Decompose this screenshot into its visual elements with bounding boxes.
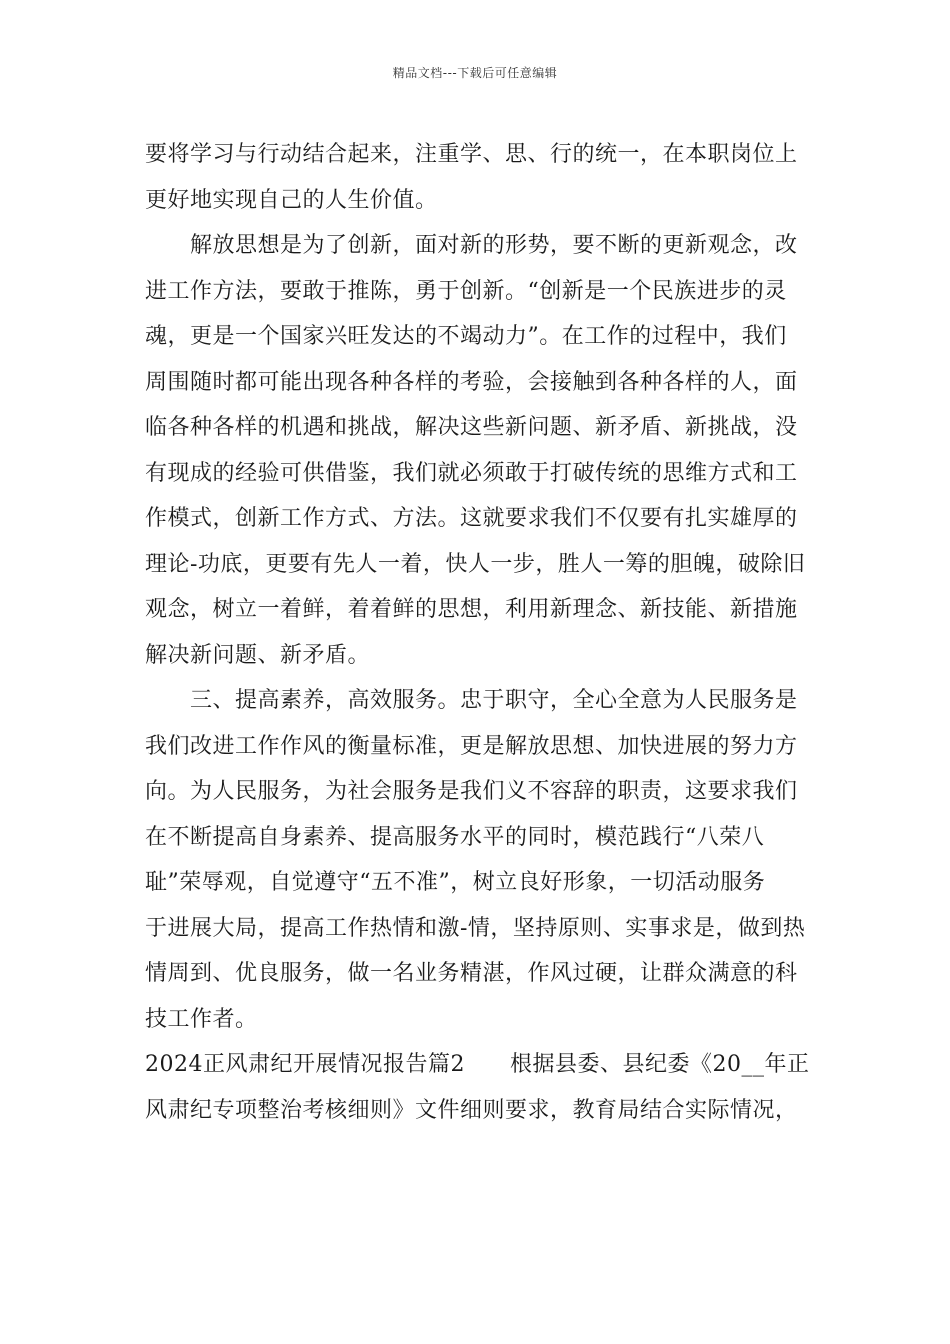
text-line: 作模式，创新工作方式、方法。这就要求我们不仅要有扎实雄厚的 [145,506,798,531]
text-line: 技工作者。 [145,1006,258,1032]
text-line: 更好地实现自己的人生价值。 [145,187,438,213]
text-line: 我们改进工作作风的衡量标准，更是解放思想、加快进展的努力方 [145,733,798,759]
text-line: 三、提高素养，高效服务。忠于职守，全心全意为人民服务是 [190,688,798,713]
text-line: 2024正风肃纪开展情况报告篇2 根据县委、县纪委《20__年正 [145,1052,810,1077]
text-line: 魂，更是一个国家兴旺发达的不竭动力”。在工作的过程中，我们 [145,324,787,349]
text-line: 观念，树立一着鲜，着着鲜的思想，利用新理念、新技能、新措施 [145,597,798,622]
page-header: 精品文档---下载后可任意编辑 [392,66,558,80]
document-body [145,132,810,1133]
text-line: 风肃纪专项整治考核细则》文件细则要求，教育局结合实际情况， [145,1097,798,1123]
text-line: 临各种各样的机遇和挑战，解决这些新问题、新矛盾、新挑战，没 [145,415,798,440]
text-line: 有现成的经验可供借鉴，我们就必须敢于打破传统的思维方式和工 [145,460,798,486]
paragraph [145,678,807,1042]
text-line: 解决新问题、新矛盾。 [145,642,371,668]
text-line: 向。为人民服务，为社会服务是我们义不容辞的职责，这要求我们 [145,779,798,804]
text-line: 周围随时都可能出现各种各样的考验，会接触到各种各样的人，面 [145,369,798,395]
text-line: 于进展大局，提高工作热情和激-情，坚持原则、实事求是，做到热 [145,915,806,941]
text-line: 解放思想是为了创新，面对新的形势，要不断的更新观念，改 [190,233,798,258]
text-line: 理论-功底，更要有先人一着，快人一步，胜人一筹的胆魄，破除旧 [145,551,806,577]
text-line: 情周到、优良服务，做一名业务精湛，作风过硬，让群众满意的科 [145,961,798,986]
text-line: 进工作方法，要敢于推陈，勇于创新。“创新是一个民族进步的灵 [145,278,787,304]
text-line: 在不断提高自身素养、提高服务水平的同时，模范践行“八荣八 [145,824,765,850]
text-line: 要将学习与行动结合起来，注重学、思、行的统一，在本职岗位上 [145,142,798,167]
paragraph [145,223,807,678]
paragraph [145,132,807,223]
paragraph [145,1042,810,1133]
text-line: 耻”荣辱观，自觉遵守“五不准”，树立良好形象，一切活动服务 [145,870,766,895]
